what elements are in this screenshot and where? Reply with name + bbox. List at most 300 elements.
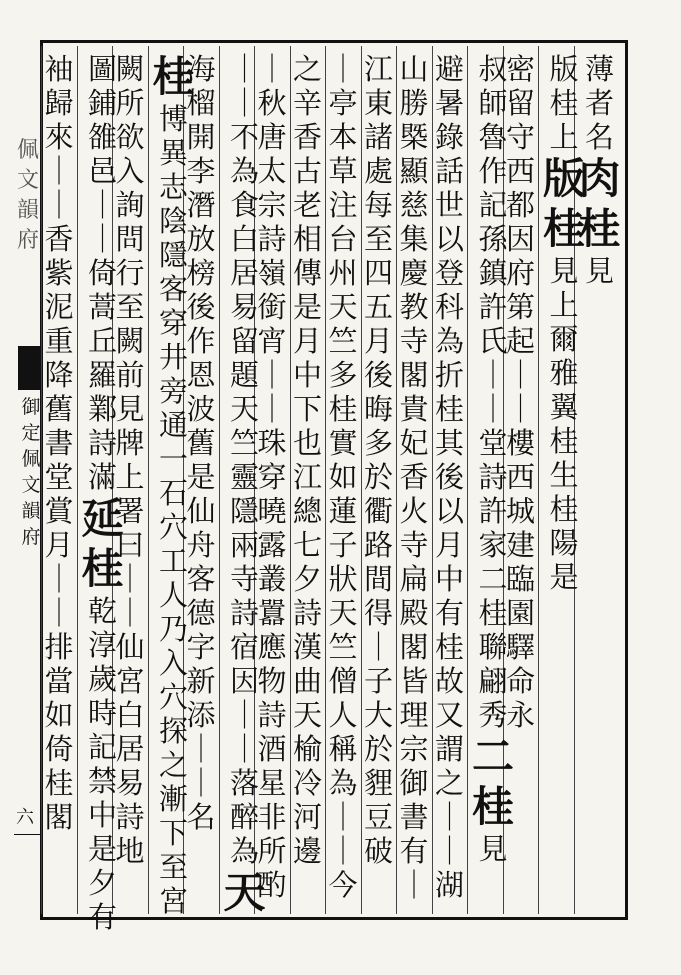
text-char: 食 [229,188,259,222]
text-char: 台 [328,222,358,256]
text-char: 居 [115,732,145,766]
text-char: 東 [363,86,393,120]
headword-char: 桂 [81,544,124,593]
text-char: 皆 [399,664,429,698]
text-char: 仙 [115,630,145,664]
text-column [149,52,199,918]
text-char: 見 [478,832,508,866]
text-char: 如 [44,698,74,732]
text-char: 扁 [399,562,429,596]
text-char: 地 [115,834,145,868]
text-char: 唐 [257,120,287,154]
headword-char: 延 [81,494,124,543]
text-char: 勝 [399,86,429,120]
text-char: ｜ [229,732,259,766]
text-char: 寺 [399,528,429,562]
text-char: 之 [434,766,464,800]
text-char: 有 [399,834,429,868]
text-char: 竺 [328,324,358,358]
text-char: 四 [363,256,393,290]
text-char: 閣 [399,358,429,392]
text-char: 也 [292,426,322,460]
text-char: 江 [292,460,322,494]
text-char: 陽 [549,526,579,560]
text-char: 歲 [87,662,117,696]
text-char: 城 [505,494,535,528]
text-char: 以 [434,222,464,256]
text-char: 相 [292,222,322,256]
text-char: 圖 [87,52,117,86]
text-char: 集 [399,222,429,256]
text-char: 詩 [292,596,322,630]
text-char: 桂 [549,424,579,458]
text-char: 開 [186,120,216,154]
text-char: 署 [115,494,145,528]
text-char: 折 [434,358,464,392]
text-char: 後 [434,460,464,494]
text-char: 兩 [229,528,259,562]
text-char: 叢 [257,562,287,596]
text-char: 穿 [158,306,188,340]
text-char: 多 [328,358,358,392]
text-char: 名 [584,120,614,154]
text-char: 丘 [87,324,117,358]
text-char: 五 [363,290,393,324]
text-char: 排 [44,630,74,664]
text-char: 建 [505,528,535,562]
text-char: 乾 [87,594,117,628]
text-char: 桂 [328,392,358,426]
text-char: 子 [363,664,393,698]
column-rule [290,46,291,914]
text-char: 本 [328,120,358,154]
text-char: 間 [363,562,393,596]
text-char: 泥 [44,290,74,324]
text-char: 易 [115,766,145,800]
text-char: 是 [292,290,322,324]
text-char: 僧 [328,664,358,698]
text-char: 有 [434,596,464,630]
text-char: 作 [478,154,508,188]
margin-title: 佩 文 韻 府 [16,138,39,253]
text-char: 作 [186,324,216,358]
text-char: 守 [505,120,535,154]
text-char: ｜ [87,188,117,222]
text-char: 禁 [87,764,117,798]
text-char: 湖 [434,868,464,902]
text-column [539,52,589,912]
column-rule [538,46,539,914]
text-char: 新 [186,664,216,698]
text-char: 孫 [478,222,508,256]
text-char: 江 [363,52,393,86]
text-char: 桂 [549,492,579,526]
text-char: 桂 [44,766,74,800]
text-char: 秋 [257,86,287,120]
text-char: ｜ [257,52,287,86]
text-char: 倚 [87,256,117,290]
text-char: 之 [158,748,188,782]
text-char: 易 [229,290,259,324]
text-char: 魯 [478,120,508,154]
text-char: 桂 [434,392,464,426]
text-char: 寺 [229,562,259,596]
text-char: 羅 [87,358,117,392]
text-char: 至 [115,290,145,324]
text-char: 太 [257,154,287,188]
text-char: 曉 [257,494,287,528]
text-char: 冷 [292,766,322,800]
text-char: 邊 [292,834,322,868]
text-column [433,52,467,912]
text-char: 貴 [399,392,429,426]
text-char: 因 [505,222,535,256]
margin-strip [6,46,41,916]
text-char: 波 [186,392,216,426]
text-char: 舟 [186,528,216,562]
text-char: 爾 [549,322,579,356]
text-char: 留 [505,86,535,120]
text-column [220,52,270,917]
text-char: 生 [549,458,579,492]
text-char: 天 [292,698,322,732]
text-column [468,52,518,912]
text-char: 星 [257,766,287,800]
text-char: 月 [434,528,464,562]
text-char: 以 [434,494,464,528]
text-char: ｜ [44,188,74,222]
text-char: 其 [434,426,464,460]
text-char: 竺 [229,426,259,460]
text-char: 當 [44,664,74,698]
text-char: 物 [257,664,287,698]
text-char: 隱 [158,238,188,272]
text-char: 科 [434,290,464,324]
text-char: 得 [363,596,393,630]
text-char: 二 [478,562,508,596]
text-char: 園 [505,596,535,630]
text-char: 避 [434,52,464,86]
text-char: 李 [186,154,216,188]
text-char: 許 [478,494,508,528]
text-char: ｜ [434,834,464,868]
text-char: 香 [292,120,322,154]
headword-char: 桂 [152,52,195,101]
text-char: 通 [158,408,188,442]
text-char: 天 [328,596,358,630]
text-char: ｜ [186,766,216,800]
text-char: 有 [87,900,117,934]
text-char: ｜ [115,562,145,596]
text-char: ｜ [186,732,216,766]
text-char: ｜ [257,358,287,392]
text-char: 殿 [399,596,429,630]
text-char: 銜 [257,290,287,324]
text-char: 秀 [478,698,508,732]
text-char: 榜 [186,256,216,290]
text-char: 閣 [44,800,74,834]
text-char: 嶺 [257,256,287,290]
text-char: 酒 [257,732,287,766]
text-char: ｜ [363,630,393,664]
text-char: 詩 [257,222,287,256]
text-char: 記 [478,188,508,222]
column-rule [41,46,42,914]
text-char: 見 [115,392,145,426]
text-char: 許 [478,290,508,324]
text-char: ｜ [229,86,259,120]
text-char: 火 [399,494,429,528]
text-char: 書 [399,800,429,834]
text-char: 因 [229,664,259,698]
headword-char: 桂 [471,782,514,831]
text-char: 至 [158,850,188,884]
text-char: 翼 [549,390,579,424]
text-char: 是 [87,832,117,866]
text-char: 志 [158,170,188,204]
text-char: ｜ [44,562,74,596]
headword-char: 肉 [578,154,621,203]
column-rule [148,46,149,914]
text-char: 落 [229,766,259,800]
text-char: 又 [434,698,464,732]
text-char: 月 [363,324,393,358]
text-char: 曰 [115,528,145,562]
text-char: 隱 [229,494,259,528]
text-char: 者 [584,86,614,120]
text-char: 處 [363,154,393,188]
text-char: 賞 [44,494,74,528]
text-char: 應 [257,630,287,664]
text-char: 雅 [549,356,579,390]
text-char: 榆 [292,732,322,766]
text-char: 鄴 [87,392,117,426]
text-char: 顯 [399,154,429,188]
column-rule [77,46,78,914]
headword-char: 二 [471,732,514,781]
text-char: 宵 [257,324,287,358]
text-char: 石 [158,476,188,510]
text-char: 河 [292,800,322,834]
text-char: 路 [363,528,393,562]
text-char: 白 [115,698,145,732]
text-char: 七 [292,528,322,562]
column-rule [325,46,326,914]
text-char: 實 [328,426,358,460]
text-char: 德 [186,596,216,630]
text-char: ｜ [44,154,74,188]
text-char: 為 [229,154,259,188]
text-char: 為 [229,834,259,868]
text-char: 密 [505,52,535,86]
text-char: 注 [328,188,358,222]
text-char: 邑 [87,154,117,188]
text-char: 中 [87,798,117,832]
text-char: ｜ [229,52,259,86]
text-char: 珠 [257,426,287,460]
text-char: ｜ [115,596,145,630]
text-char: 詩 [115,800,145,834]
text-char: 不 [229,120,259,154]
text-char: ｜ [328,52,358,86]
text-char: 問 [115,222,145,256]
text-char: 慈 [399,188,429,222]
text-char: 暑 [434,86,464,120]
text-char: 臨 [505,562,535,596]
headword-char: 桂 [542,204,585,253]
text-char: 穴 [158,680,188,714]
text-column [397,52,431,912]
text-char: 衢 [363,494,393,528]
text-char: 一 [158,442,188,476]
text-column [291,52,325,912]
text-char: 人 [328,698,358,732]
text-char: 鋪 [87,86,117,120]
text-char: 都 [505,188,535,222]
text-char: 妃 [399,426,429,460]
headword-char: 天 [223,868,266,917]
text-char: 見 [584,254,614,288]
text-char: 蓮 [328,494,358,528]
text-char: ｜ [44,596,74,630]
text-char: 堂 [478,426,508,460]
text-char: 堂 [44,460,74,494]
text-char: ｜ [478,392,508,426]
column-rule [467,46,468,914]
text-char: 白 [229,222,259,256]
text-char: 後 [186,290,216,324]
text-char: 人 [158,578,188,612]
text-char: 漢 [292,630,322,664]
text-char: 亭 [328,86,358,120]
text-char: 慶 [399,256,429,290]
text-char: 蒿 [87,290,117,324]
page-number: 六 [16,807,34,828]
text-char: 晦 [363,392,393,426]
text-char: 下 [292,392,322,426]
margin-source: 御 定 佩 文 韻 府 [21,396,41,548]
text-char: 家 [478,528,508,562]
text-char: 槩 [399,120,429,154]
text-char: 鎮 [478,256,508,290]
text-char: 御 [399,766,429,800]
text-char: 夕 [292,562,322,596]
text-char: 題 [229,358,259,392]
text-char: 宿 [229,630,259,664]
text-char: 囂 [257,596,287,630]
text-char: 工 [158,544,188,578]
text-char: 露 [257,528,287,562]
text-column [78,52,128,934]
text-char: 月 [44,528,74,562]
text-char: 寺 [399,324,429,358]
text-char: 夕 [87,866,117,900]
text-char: 上 [549,288,579,322]
text-char: 竺 [328,630,358,664]
headword-char: 桂 [578,204,621,253]
text-char: 異 [158,136,188,170]
text-char: 酌 [257,868,287,902]
text-char: 貍 [363,766,393,800]
text-char: 第 [505,290,535,324]
text-char: 版 [549,52,579,86]
text-char: 為 [328,766,358,800]
text-char: 宗 [399,732,429,766]
text-char: 草 [328,154,358,188]
text-char: 入 [158,646,188,680]
text-char: 山 [399,52,429,86]
text-char: 滿 [87,460,117,494]
text-char: 破 [363,834,393,868]
text-char: 西 [505,460,535,494]
text-char: 所 [115,86,145,120]
text-char: ｜ [505,392,535,426]
text-char: 於 [363,460,393,494]
text-char: 闕 [115,52,145,86]
column-rule [396,46,397,914]
text-char: 月 [292,324,322,358]
text-char: 名 [186,800,216,834]
text-char: 淳 [87,628,117,662]
text-char: 欲 [115,120,145,154]
text-char: 乃 [158,612,188,646]
text-char: 總 [292,494,322,528]
text-char: 諸 [363,120,393,154]
text-char: 教 [399,290,429,324]
text-char: 上 [115,460,145,494]
text-char: 如 [328,460,358,494]
text-char: 登 [434,256,464,290]
text-char: 宮 [115,664,145,698]
text-char: 紫 [44,256,74,290]
text-char: 宮 [158,884,188,918]
text-char: 後 [363,358,393,392]
text-char: 詩 [478,460,508,494]
text-char: 恩 [186,358,216,392]
text-char: 州 [328,256,358,290]
text-char: 桂 [434,630,464,664]
text-char: 每 [363,188,393,222]
text-char: ｜ [505,358,535,392]
text-char: 錄 [434,120,464,154]
text-char: 是 [549,560,579,594]
text-char: ｜ [328,834,358,868]
text-char: 桂 [478,596,508,630]
fish-tail-mark [18,346,40,390]
text-char: 中 [292,358,322,392]
text-char: 豆 [363,800,393,834]
text-char: 翩 [478,664,508,698]
text-char: 子 [328,528,358,562]
text-char: 歸 [44,86,74,120]
text-char: 香 [399,460,429,494]
text-char: 行 [115,256,145,290]
text-char: 海 [186,52,216,86]
text-char: 醉 [229,800,259,834]
text-char: ｜ [328,800,358,834]
text-char: 香 [44,222,74,256]
text-char: 倚 [44,732,74,766]
text-char: 薄 [584,52,614,86]
text-char: 故 [434,664,464,698]
text-char: 詩 [257,698,287,732]
text-char: 聯 [478,630,508,664]
headword-char: 版 [542,154,585,203]
text-char: 靈 [229,460,259,494]
text-char: 穴 [158,510,188,544]
text-char: 古 [292,154,322,188]
column-rule [361,46,362,914]
